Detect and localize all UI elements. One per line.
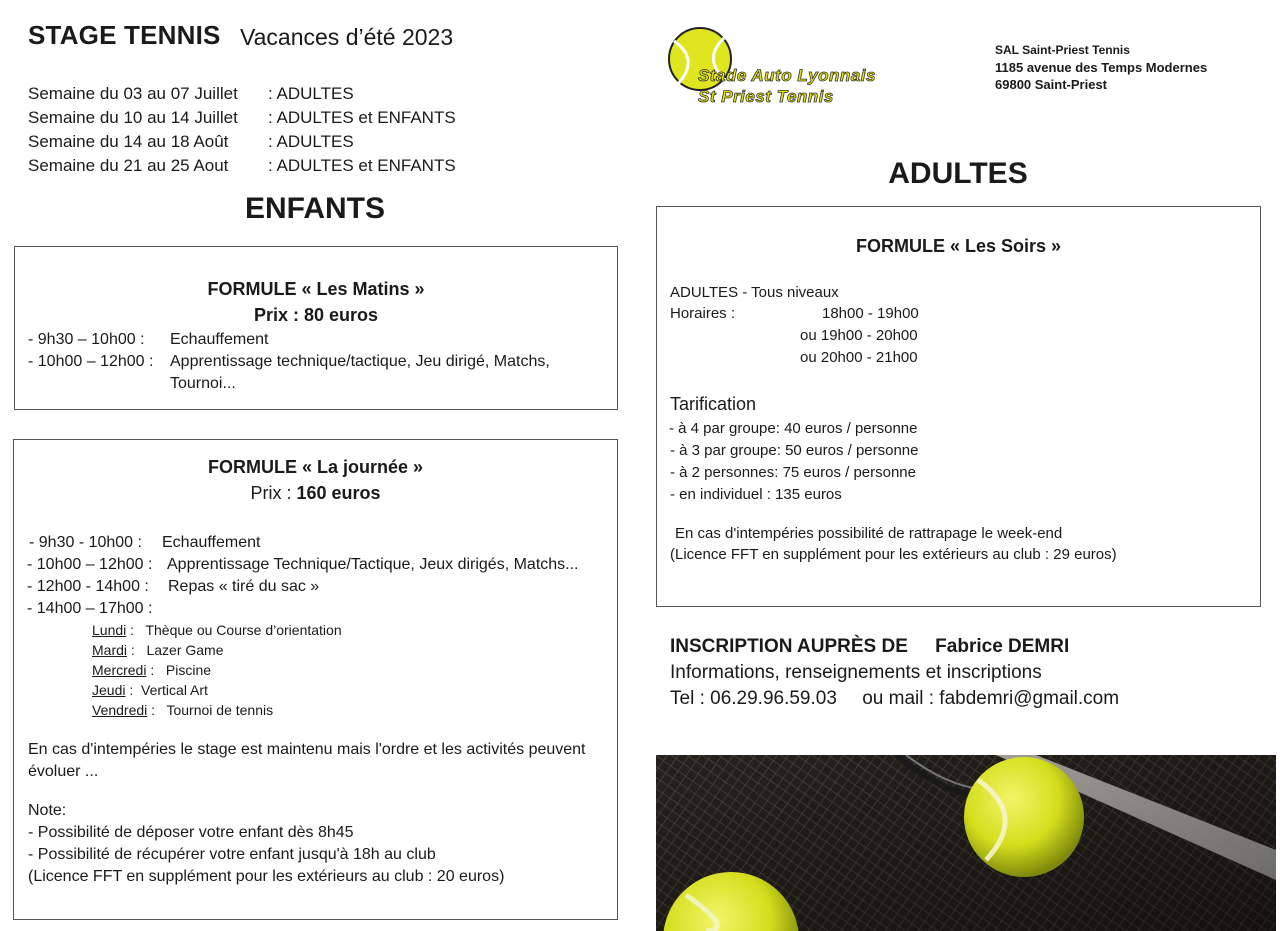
week-group: : ADULTES et ENFANTS — [268, 156, 456, 175]
inscription-block — [670, 634, 1119, 712]
matins-price: Prix : 80 euros — [253, 305, 379, 325]
journee-price-label: Prix : — [250, 483, 297, 503]
week-group: : ADULTES — [268, 132, 354, 151]
inscription-line — [670, 634, 1119, 660]
week-row — [28, 154, 456, 178]
soirs-hour: ou 19h00 - 20h00 — [800, 327, 918, 344]
journee-title: FORMULE « La journée » — [207, 457, 424, 477]
matins-activity: Apprentissage technique/tactique, Jeu dirigé, Matchs, — [170, 353, 550, 370]
week-row — [28, 130, 354, 154]
journee-time: - 12h00 - 14h00 : — [27, 578, 149, 595]
inscription-label: INSCRIPTION AUPRÈS DE — [670, 636, 908, 657]
day-row: Lundi : Thèque ou Course d’orientation — [92, 622, 342, 638]
formule-matins-box — [14, 246, 618, 410]
matins-time: - 10h00 – 12h00 : — [28, 353, 154, 370]
soirs-weather: En cas d'intempéries possibilité de rattrapage le week-end — [675, 525, 1063, 542]
page-subtitle: Vacances d’été 2023 — [240, 24, 454, 50]
journee-price-value: 160 euros — [296, 483, 381, 503]
club-logo — [664, 26, 954, 116]
journee-time: - 9h30 - 10h00 : — [29, 534, 142, 551]
note-line: - Possibilité de déposer votre enfant dès 8h45 — [28, 824, 354, 841]
journee-activity: Repas « tiré du sac » — [168, 578, 320, 595]
journee-time: - 14h00 – 17h00 : — [27, 600, 153, 617]
contact-name: Fabrice DEMRI — [935, 636, 1070, 657]
week-dates: Semaine du 10 au 14 Juillet — [28, 108, 238, 127]
contact-line — [670, 686, 1119, 712]
week-row — [28, 106, 456, 130]
day-name: Lundi — [92, 622, 127, 638]
journee-price — [14, 483, 617, 504]
logo-line-2 — [698, 87, 834, 107]
day-activity: Lazer Game — [146, 642, 224, 658]
weeks-list — [28, 82, 456, 178]
logo-line-2b: Tennis — [776, 87, 834, 106]
tarif-item: - à 2 personnes: 75 euros / personne — [670, 464, 916, 481]
page-title: STAGE TENNIS — [28, 20, 221, 50]
tarif-title: Tarification — [670, 394, 757, 414]
soirs-hour: ou 20h00 - 21h00 — [800, 349, 918, 366]
soirs-title: FORMULE « Les Soirs » — [855, 236, 1062, 256]
note-line: - Possibilité de récupérer votre enfant jusqu'à 18h au club — [28, 846, 436, 863]
address-line-3: 69800 Saint-Priest — [995, 77, 1108, 92]
journee-activity: Apprentissage Technique/Tactique, Jeux dirigés, Matchs... — [167, 556, 579, 573]
address-line-2: 1185 avenue des Temps Modernes — [995, 60, 1208, 75]
soirs-licence: (Licence FFT en supplément pour les extérieurs au club : 29 euros) — [670, 546, 1117, 563]
soirs-hours-label: Horaires : — [670, 305, 736, 322]
tarif-item: - en individuel : 135 euros — [670, 486, 842, 503]
day-name: Vendredi — [92, 702, 148, 718]
tennis-balls-photo — [656, 755, 1276, 931]
inscription-info: Informations, renseignements et inscriptions — [670, 662, 1042, 683]
day-activity: Piscine — [165, 662, 212, 678]
logo-line-2a: St Priest — [698, 87, 772, 106]
week-group: : ADULTES — [268, 84, 354, 103]
tennis-balls-image — [656, 755, 1276, 931]
soirs-level: ADULTES - Tous niveaux — [670, 284, 839, 301]
day-row: Mardi : Lazer Game — [92, 642, 224, 658]
formule-journee-box — [13, 439, 618, 920]
day-row: Vendredi : Tournoi de tennis — [92, 702, 274, 718]
club-address — [995, 42, 1207, 93]
formule-soirs-box — [656, 206, 1261, 607]
matins-time: - 9h30 – 10h00 : — [28, 331, 145, 348]
contact-phone[interactable]: Tel : 06.29.96.59.03 — [670, 688, 837, 709]
week-dates: Semaine du 03 au 07 Juillet — [28, 84, 238, 103]
week-row — [28, 82, 354, 106]
address-line-1: SAL Saint-Priest Tennis — [995, 43, 1130, 57]
journee-weather-cont: évoluer ... — [28, 763, 99, 780]
matins-activity: Tournoi... — [170, 375, 236, 392]
week-group: : ADULTES et ENFANTS — [268, 108, 456, 127]
note-line: (Licence FFT en supplément pour les extérieurs au club : 20 euros) — [28, 868, 505, 885]
journee-activity: Echauffement — [162, 534, 261, 551]
tarif-item: - à 4 par groupe: 40 euros / personne — [669, 420, 918, 437]
day-activity: Thèque ou Course d’orientation — [145, 622, 342, 638]
logo-line-1: Stade Auto Lyonnais — [698, 66, 876, 85]
week-dates: Semaine du 21 au 25 Aout — [28, 156, 229, 175]
note-title: Note: — [28, 802, 67, 819]
day-row: Mercredi : Piscine — [92, 662, 212, 678]
day-activity: Vertical Art — [141, 682, 208, 698]
soirs-hour: 18h00 - 19h00 — [822, 305, 919, 322]
enfants-heading: ENFANTS — [244, 192, 385, 225]
day-activity: Tournoi de tennis — [166, 702, 274, 718]
day-name: Jeudi — [92, 682, 126, 698]
matins-activity: Echauffement — [170, 331, 269, 348]
adultes-heading: ADULTES — [888, 157, 1028, 190]
week-dates: Semaine du 14 au 18 Août — [28, 132, 229, 151]
day-name: Mardi — [92, 642, 128, 658]
contact-mail[interactable]: ou mail : fabdemri@gmail.com — [862, 688, 1120, 709]
matins-title: FORMULE « Les Matins » — [207, 279, 425, 299]
day-name: Mercredi — [92, 662, 147, 678]
tarif-item: - à 3 par groupe: 50 euros / personne — [670, 442, 919, 459]
day-row: Jeudi : Vertical Art — [92, 682, 208, 698]
journee-time: - 10h00 – 12h00 : — [27, 556, 153, 573]
journee-weather: En cas d'intempéries le stage est maintenu mais l'ordre et les activités peuvent — [28, 741, 586, 758]
